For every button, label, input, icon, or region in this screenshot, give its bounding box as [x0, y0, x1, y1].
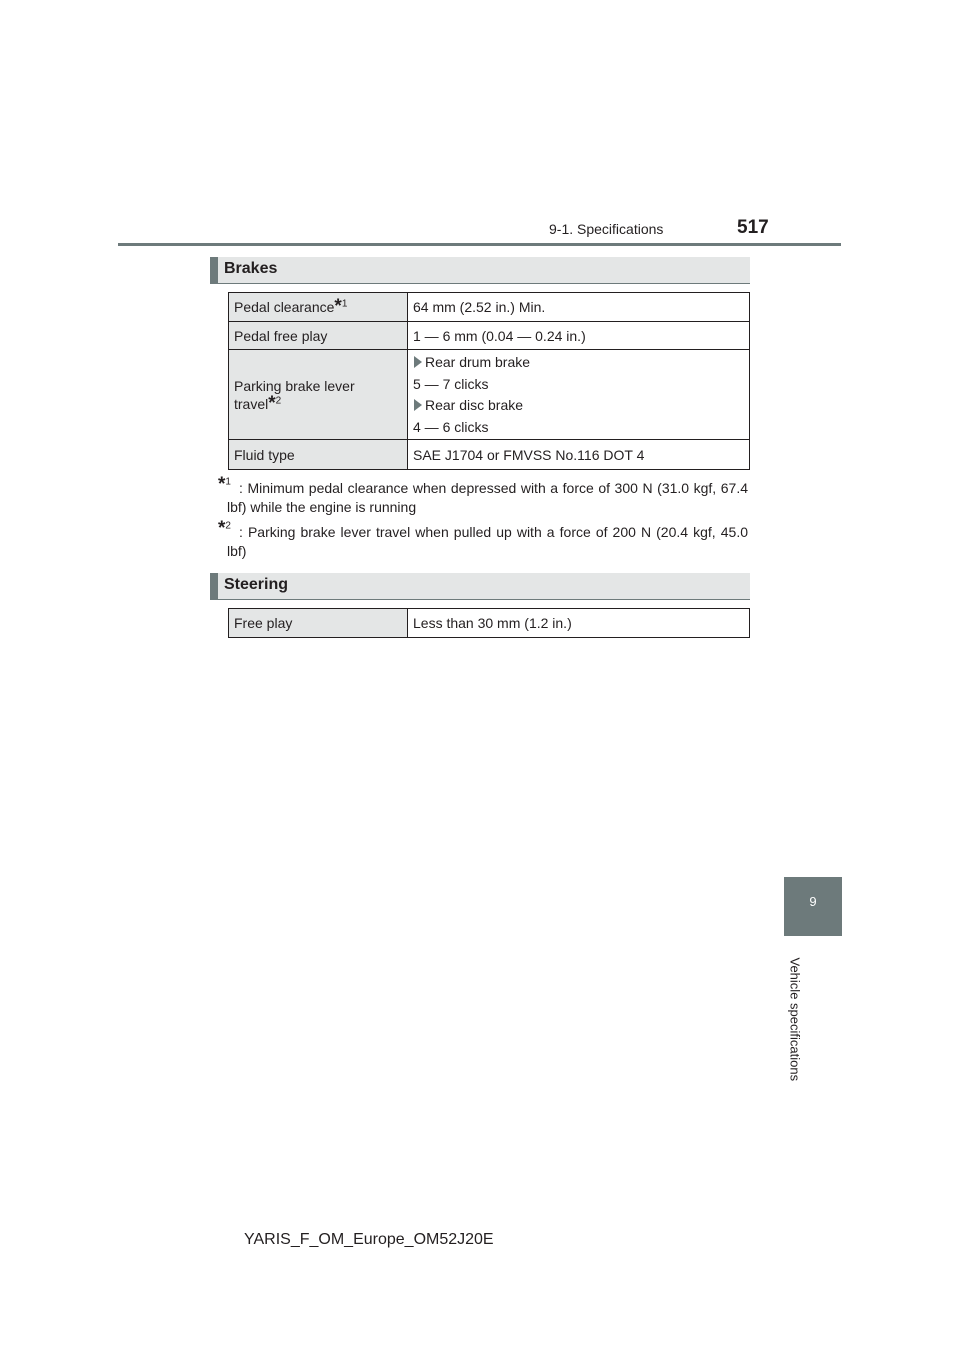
- spec-value: [408, 350, 750, 440]
- spec-label: Parking brake lever travel*$^2$: [229, 350, 408, 440]
- footnote: [218, 518, 748, 561]
- list-item: Rear disc brake: [413, 396, 744, 414]
- list-value: 4 — 6 clicks: [413, 418, 489, 435]
- table-row: [229, 350, 750, 440]
- header-rule: [118, 243, 841, 246]
- table-row: [229, 609, 750, 638]
- triangle-bullet-icon: [414, 356, 422, 368]
- spec-label: Pedal free play: [229, 322, 408, 350]
- spec-value: Less than 30 mm (1.2 in.): [408, 609, 750, 638]
- chapter-label-text: Vehicle specifications: [787, 957, 803, 1082]
- spec-label: Free play: [229, 609, 408, 638]
- document-id: YARIS_F_OM_Europe_OM52J20E: [244, 1231, 494, 1248]
- triangle-bullet-icon: [414, 399, 422, 411]
- steering-table: [228, 608, 750, 638]
- section-title: 9-1. Specifications: [549, 221, 664, 237]
- page-number: 517: [737, 217, 769, 238]
- table-row: [229, 293, 750, 322]
- brakes-heading: [210, 257, 750, 284]
- steering-heading-text: Steering: [224, 576, 289, 593]
- footnote-mark: *$^1$: [218, 474, 231, 495]
- footnote-mark: *$^2$: [218, 518, 231, 539]
- footnote-text: : Parking brake lever travel when pulled up with a force of 200 N (20.4 kgf, 45.0 lbf): [227, 524, 748, 559]
- chapter-label: [787, 957, 803, 1082]
- list-item: Rear drum brake: [413, 353, 744, 371]
- list-value: 5 — 7 clicks: [413, 375, 489, 392]
- brakes-heading-text: Brakes: [224, 260, 278, 277]
- table-row: [229, 322, 750, 350]
- steering-heading: [210, 573, 750, 600]
- spec-value: SAE J1704 or FMVSS No.116 DOT 4: [408, 440, 750, 470]
- table-row: [229, 440, 750, 470]
- chapter-number: 9: [809, 894, 817, 909]
- spec-value: 1 — 6 mm (0.04 — 0.24 in.): [408, 322, 750, 350]
- brakes-table: [228, 292, 750, 470]
- spec-label: Pedal clearance*$^1$: [229, 293, 408, 322]
- spec-value: 64 mm (2.52 in.) Min.: [408, 293, 750, 322]
- footnote: [218, 474, 748, 517]
- footnote-text: : Minimum pedal clearance when depressed with a force of 300 N (31.0 kgf, 67.4 lbf) while the engine is running: [227, 480, 748, 515]
- spec-label: Fluid type: [229, 440, 408, 470]
